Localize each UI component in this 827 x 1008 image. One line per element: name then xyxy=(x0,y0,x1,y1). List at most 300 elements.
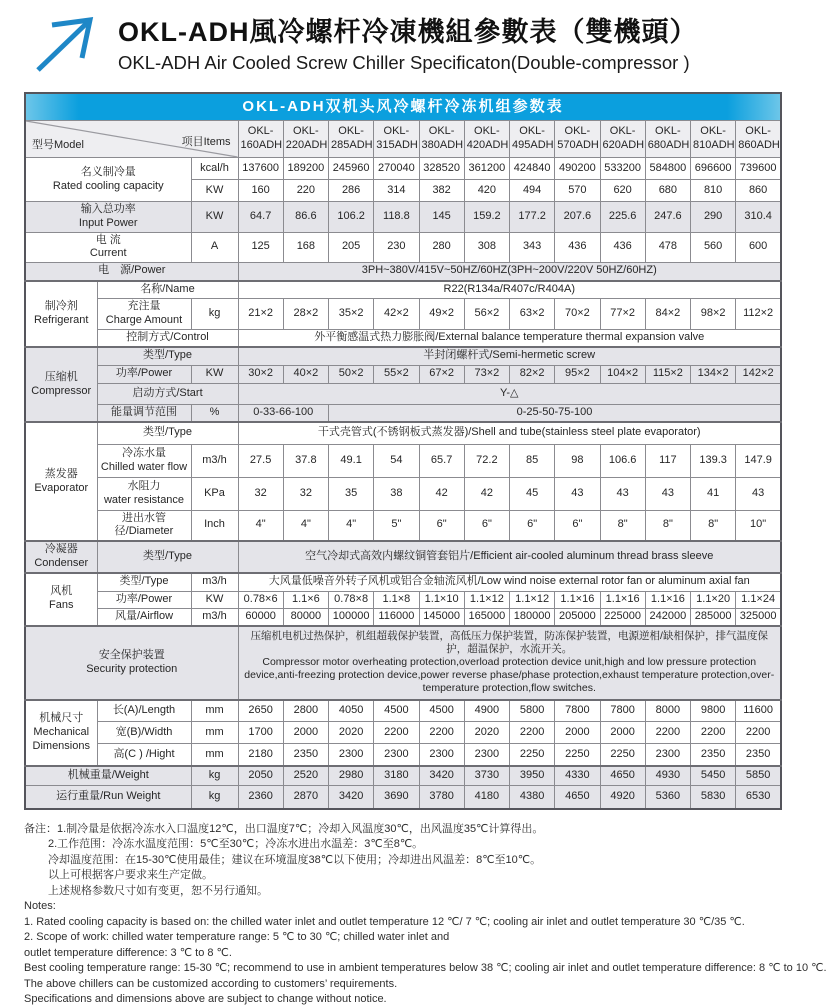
fans-airflow-label: 风量/Airflow xyxy=(97,609,191,626)
evaporator-water-resistance-unit: KPa xyxy=(191,477,238,510)
dimensions-length-label: 长(A)/Length xyxy=(97,700,191,722)
dimensions-height-value: 2250 xyxy=(555,744,600,766)
evaporator-water-resistance-value: 42 xyxy=(464,477,509,510)
dimensions-height-unit: mm xyxy=(191,744,238,766)
dimensions-length-value: 4500 xyxy=(419,700,464,722)
refrigerant-charge-unit: kg xyxy=(191,299,238,330)
table-row xyxy=(25,202,781,233)
evaporator-chilled-water-flow-value: 106.6 xyxy=(600,444,645,477)
rated-cooling-kw-value: 420 xyxy=(464,180,509,202)
evaporator-diameter-value: 6" xyxy=(419,510,464,541)
run-weight-value: 4650 xyxy=(555,786,600,809)
rated-cooling-kw-value: 620 xyxy=(600,180,645,202)
evaporator-chilled-water-flow-value: 117 xyxy=(645,444,690,477)
fans-airflow-value: 60000 xyxy=(238,609,283,626)
refrigerant-charge-value: 42×2 xyxy=(374,299,419,330)
fans-power-label: 功率/Power xyxy=(97,592,191,609)
compressor-start-label: 启动方式/Start xyxy=(97,383,238,404)
current-value: 478 xyxy=(645,232,690,263)
fans-airflow-value: 285000 xyxy=(691,609,736,626)
evaporator-water-resistance-value: 38 xyxy=(374,477,419,510)
dimensions-width-value: 2020 xyxy=(329,722,374,744)
refrigerant-charge-value: 63×2 xyxy=(510,299,555,330)
dimensions-width-value: 2000 xyxy=(555,722,600,744)
fans-power-value: 1.1×16 xyxy=(555,592,600,609)
evaporator-water-resistance-value: 43 xyxy=(555,477,600,510)
run-weight-value: 4180 xyxy=(464,786,509,809)
run-weight-value: 3780 xyxy=(419,786,464,809)
refrigerant-name-group: 制冷剂 Refrigerant xyxy=(25,281,97,348)
fans-airflow-value: 225000 xyxy=(600,609,645,626)
note-line-zh: 冷却温度范围：在15-30℃使用最佳；建议在环境温度38℃以下使用；冷却进出风温差：8℃至10℃。 xyxy=(48,853,542,866)
evaporator-diameter-value: 5" xyxy=(374,510,419,541)
rated-cooling-kcal-value: 424840 xyxy=(510,158,555,180)
current-unit: A xyxy=(191,232,238,263)
evaporator-diameter-value: 4" xyxy=(329,510,374,541)
rated-cooling-kcal-value: 189200 xyxy=(283,158,328,180)
compressor-power-value: 73×2 xyxy=(464,365,509,383)
power-supply-span: 3PH~380V/415V~50HZ/60HZ(3PH~200V/220V 50HZ/60HZ) xyxy=(238,263,781,281)
fans-power-value: 1.1×20 xyxy=(691,592,736,609)
table-row xyxy=(25,281,781,299)
dimensions-length-unit: mm xyxy=(191,700,238,722)
dimensions-length-value: 5800 xyxy=(510,700,555,722)
run-weight-value: 5360 xyxy=(645,786,690,809)
fans-airflow-value: 100000 xyxy=(329,609,374,626)
rated-cooling-kcal-value: 137600 xyxy=(238,158,283,180)
table-row xyxy=(25,573,781,592)
evaporator-type-group: 蒸发器 Evaporator xyxy=(25,422,97,541)
model-header: OKL- 220ADH xyxy=(283,121,328,158)
model-header: OKL- 680ADH xyxy=(645,121,690,158)
rated-cooling-kw-value: 160 xyxy=(238,180,283,202)
evaporator-chilled-water-flow-value: 65.7 xyxy=(419,444,464,477)
rated-cooling-kcal-value: 584800 xyxy=(645,158,690,180)
refrigerant-charge-value: 84×2 xyxy=(645,299,690,330)
evaporator-diameter-value: 4" xyxy=(283,510,328,541)
run-weight-label: 运行重量/Run Weight xyxy=(25,786,191,809)
evaporator-water-resistance-value: 43 xyxy=(600,477,645,510)
dimensions-length-value: 7800 xyxy=(600,700,645,722)
evaporator-diameter-value: 4" xyxy=(238,510,283,541)
compressor-energy-range-span: 0-25-50-75-100 xyxy=(329,404,782,422)
table-row xyxy=(25,477,781,510)
evaporator-diameter-value: 8" xyxy=(600,510,645,541)
table-row xyxy=(25,541,781,573)
rated-cooling-kw-value: 494 xyxy=(510,180,555,202)
compressor-type-group: 压缩机 Compressor xyxy=(25,347,97,422)
current-value: 230 xyxy=(374,232,419,263)
rated-cooling-kcal-value: 270040 xyxy=(374,158,419,180)
compressor-type-span: 半封闭螺杆式/Semi-hermetic screw xyxy=(238,347,781,365)
fans-airflow-value: 116000 xyxy=(374,609,419,626)
security-protection-label: 安全保护装置 Security protection xyxy=(25,626,238,700)
fans-airflow-unit: m3/h xyxy=(191,609,238,626)
refrigerant-name-span: R22(R134a/R407c/R404A) xyxy=(238,281,781,299)
table-row xyxy=(25,232,781,263)
refrigerant-name-label: 名称/Name xyxy=(97,281,238,299)
table-row xyxy=(25,158,781,180)
input-power-value: 310.4 xyxy=(736,202,781,233)
page-title: OKL-ADH風冷螺杆冷凍機組參數表（雙機頭） xyxy=(118,17,698,47)
evaporator-diameter-value: 6" xyxy=(555,510,600,541)
dimensions-width-value: 2200 xyxy=(419,722,464,744)
model-header: OKL- 860ADH xyxy=(736,121,781,158)
fans-power-value: 0.78×8 xyxy=(329,592,374,609)
machine-weight-label: 机械重量/Weight xyxy=(25,766,191,786)
input-power-value: 247.6 xyxy=(645,202,690,233)
current-value: 560 xyxy=(691,232,736,263)
evaporator-diameter-unit: Inch xyxy=(191,510,238,541)
dimensions-height-value: 2250 xyxy=(600,744,645,766)
table-row xyxy=(25,592,781,609)
input-power-label: 输入总功率 Input Power xyxy=(25,202,191,233)
machine-weight-value: 2520 xyxy=(283,766,328,786)
current-value: 280 xyxy=(419,232,464,263)
evaporator-chilled-water-flow-value: 54 xyxy=(374,444,419,477)
current-value: 308 xyxy=(464,232,509,263)
evaporator-chilled-water-flow-value: 98 xyxy=(555,444,600,477)
rated-cooling-kw-value: 382 xyxy=(419,180,464,202)
model-header: OKL- 380ADH xyxy=(419,121,464,158)
evaporator-diameter-value: 8" xyxy=(645,510,690,541)
input-power-value: 64.7 xyxy=(238,202,283,233)
fans-type-span: 大风量低噪音外转子风机或铝合金轴流风机/Low wind noise external rotor fan or aluminum axial fan xyxy=(238,573,781,592)
dimensions-height-value: 2300 xyxy=(374,744,419,766)
input-power-value: 290 xyxy=(691,202,736,233)
fans-type-group: 风机 Fans xyxy=(25,573,97,626)
fans-airflow-value: 165000 xyxy=(464,609,509,626)
rated-cooling-kw-value: 314 xyxy=(374,180,419,202)
compressor-start-span: Y-△ xyxy=(238,383,781,404)
evaporator-chilled-water-flow-value: 139.3 xyxy=(691,444,736,477)
table-row xyxy=(25,609,781,626)
current-value: 343 xyxy=(510,232,555,263)
dimensions-width-value: 2200 xyxy=(510,722,555,744)
dimensions-height-value: 2250 xyxy=(510,744,555,766)
rated-cooling-kcal-value: 490200 xyxy=(555,158,600,180)
table-row xyxy=(25,347,781,365)
fans-power-value: 1.1×24 xyxy=(736,592,781,609)
dimensions-height-value: 2180 xyxy=(238,744,283,766)
machine-weight-value: 3730 xyxy=(464,766,509,786)
refrigerant-control-span: 外平衡感温式热力膨胀阀/External balance temperature thermal expansion valve xyxy=(238,329,781,347)
compressor-power-value: 67×2 xyxy=(419,365,464,383)
refrigerant-charge-value: 28×2 xyxy=(283,299,328,330)
note-line-zh: 2.工作范围：冷冻水温度范围：5℃至30℃；冷冻水进出水温差：3℃至8℃。 xyxy=(48,838,424,851)
note-line-en: 1. Rated cooling capacity is based on: the chilled water inlet and outlet temperature 12 ℃/ 7 ℃; cooling air inlet and outlet temperature 30 ℃/35 ℃. xyxy=(24,915,745,928)
dimensions-width-value: 2200 xyxy=(691,722,736,744)
fans-power-value: 1.1×12 xyxy=(464,592,509,609)
evaporator-chilled-water-flow-value: 37.8 xyxy=(283,444,328,477)
page-header xyxy=(0,0,790,92)
table-row xyxy=(25,786,781,809)
evaporator-water-resistance-value: 32 xyxy=(238,477,283,510)
table-row xyxy=(25,365,781,383)
input-power-value: 145 xyxy=(419,202,464,233)
machine-weight-value: 5850 xyxy=(736,766,781,786)
fans-power-value: 1.1×10 xyxy=(419,592,464,609)
run-weight-value: 6530 xyxy=(736,786,781,809)
input-power-value: 106.2 xyxy=(329,202,374,233)
run-weight-value: 4380 xyxy=(510,786,555,809)
evaporator-chilled-water-flow-unit: m3/h xyxy=(191,444,238,477)
model-header: OKL- 620ADH xyxy=(600,121,645,158)
note-line-zh: 以上可根据客户要求来生产定做。 xyxy=(48,869,213,882)
table-row xyxy=(25,383,781,404)
input-power-unit: KW xyxy=(191,202,238,233)
evaporator-water-resistance-value: 35 xyxy=(329,477,374,510)
fans-airflow-value: 80000 xyxy=(283,609,328,626)
dimensions-width-value: 2000 xyxy=(600,722,645,744)
model-header: OKL- 570ADH xyxy=(555,121,600,158)
machine-weight-value: 3950 xyxy=(510,766,555,786)
current-value: 168 xyxy=(283,232,328,263)
dimensions-length-group: 机械尺寸 Mechanical Dimensions xyxy=(25,700,97,766)
evaporator-diameter-value: 10" xyxy=(736,510,781,541)
machine-weight-value: 4330 xyxy=(555,766,600,786)
refrigerant-charge-value: 112×2 xyxy=(736,299,781,330)
dimensions-width-value: 2200 xyxy=(736,722,781,744)
dimensions-height-value: 2300 xyxy=(645,744,690,766)
note-line-en: outlet temperature difference: 3 ℃ to 8 ℃. xyxy=(24,946,232,959)
compressor-power-unit: KW xyxy=(191,365,238,383)
current-value: 205 xyxy=(329,232,374,263)
table-row xyxy=(25,700,781,722)
fans-power-value: 0.78×6 xyxy=(238,592,283,609)
compressor-power-value: 40×2 xyxy=(283,365,328,383)
dimensions-height-value: 2350 xyxy=(283,744,328,766)
note-line-en: The above chillers can be customized according to customers’ requirements. xyxy=(24,977,398,990)
fans-power-value: 1.1×6 xyxy=(283,592,328,609)
dimensions-width-unit: mm xyxy=(191,722,238,744)
model-header: OKL- 315ADH xyxy=(374,121,419,158)
evaporator-chilled-water-flow-value: 85 xyxy=(510,444,555,477)
fans-airflow-value: 325000 xyxy=(736,609,781,626)
run-weight-value: 3690 xyxy=(374,786,419,809)
rated-cooling-kcal-value: 739600 xyxy=(736,158,781,180)
dimensions-width-value: 2200 xyxy=(645,722,690,744)
notes-english xyxy=(24,899,827,1008)
table-row xyxy=(25,444,781,477)
note-line-en: Notes: xyxy=(24,900,56,913)
input-power-value: 159.2 xyxy=(464,202,509,233)
compressor-power-value: 115×2 xyxy=(645,365,690,383)
dimensions-length-value: 8000 xyxy=(645,700,690,722)
dimensions-height-value: 2350 xyxy=(736,744,781,766)
machine-weight-unit: kg xyxy=(191,766,238,786)
fans-type-unit: m3/h xyxy=(191,573,238,592)
corner-items-label: 项目Items xyxy=(181,136,231,149)
compressor-power-value: 134×2 xyxy=(691,365,736,383)
corner-model-label: 型号Model xyxy=(32,139,84,152)
evaporator-diameter-value: 6" xyxy=(510,510,555,541)
refrigerant-charge-label: 充注量 Charge Amount xyxy=(97,299,191,330)
condenser-type-group: 冷凝器 Condenser xyxy=(25,541,97,573)
rated-cooling-kw-value: 810 xyxy=(691,180,736,202)
current-value: 436 xyxy=(600,232,645,263)
current-value: 125 xyxy=(238,232,283,263)
notes-chinese xyxy=(24,822,774,900)
evaporator-type-label: 类型/Type xyxy=(97,422,238,444)
dimensions-height-value: 2300 xyxy=(329,744,374,766)
arrow-logo-icon xyxy=(30,12,104,76)
dimensions-height-value: 2300 xyxy=(464,744,509,766)
spec-table xyxy=(24,92,782,810)
evaporator-water-resistance-value: 42 xyxy=(419,477,464,510)
refrigerant-charge-value: 77×2 xyxy=(600,299,645,330)
run-weight-value: 2870 xyxy=(283,786,328,809)
rated-cooling-kcal-label: 名义制冷量 Rated cooling capacity xyxy=(25,158,191,202)
refrigerant-charge-value: 49×2 xyxy=(419,299,464,330)
evaporator-chilled-water-flow-label: 冷冻水量 Chilled water flow xyxy=(97,444,191,477)
table-row xyxy=(25,299,781,330)
fans-power-value: 1.1×16 xyxy=(600,592,645,609)
rated-cooling-kw-value: 860 xyxy=(736,180,781,202)
fans-power-value: 1.1×16 xyxy=(645,592,690,609)
note-line-zh: 备注：1.制冷量是依据冷冻水入口温度12℃，出口温度7℃；冷却入风温度30℃，出风温度35℃计算得出。 xyxy=(24,822,544,835)
evaporator-diameter-label: 进出水管径/Diameter xyxy=(97,510,191,541)
evaporator-water-resistance-value: 43 xyxy=(645,477,690,510)
machine-weight-value: 5450 xyxy=(691,766,736,786)
rated-cooling-kw-value: 680 xyxy=(645,180,690,202)
refrigerant-charge-value: 98×2 xyxy=(691,299,736,330)
compressor-power-value: 142×2 xyxy=(736,365,781,383)
note-line-en: Best cooling temperature range: 15-30 ℃; recommend to use in ambient temperatures below 38 ℃; cooling air inlet and outlet temperature difference: 8 ℃ to 10 ℃. xyxy=(24,962,827,975)
condenser-type-label: 类型/Type xyxy=(97,541,238,573)
dimensions-height-label: 高(C ) /Hight xyxy=(97,744,191,766)
evaporator-water-resistance-value: 43 xyxy=(736,477,781,510)
rated-cooling-kcal-value: 361200 xyxy=(464,158,509,180)
table-row xyxy=(25,744,781,766)
dimensions-width-value: 2000 xyxy=(283,722,328,744)
fans-power-value: 1.1×12 xyxy=(510,592,555,609)
rated-cooling-kcal-unit: kcal/h xyxy=(191,158,238,180)
rated-cooling-kcal-value: 696600 xyxy=(691,158,736,180)
condenser-type-span: 空气冷却式高效内螺纹铜管套铝片/Efficient air-cooled aluminum thread brass sleeve xyxy=(238,541,781,573)
evaporator-water-resistance-value: 45 xyxy=(510,477,555,510)
input-power-value: 207.6 xyxy=(555,202,600,233)
model-header: OKL- 495ADH xyxy=(510,121,555,158)
current-label: 电 流 Current xyxy=(25,232,191,263)
corner-cell xyxy=(25,121,238,158)
compressor-power-value: 30×2 xyxy=(238,365,283,383)
fans-type-label: 类型/Type xyxy=(97,573,191,592)
dimensions-length-value: 4500 xyxy=(374,700,419,722)
notes-section xyxy=(24,822,827,1008)
evaporator-water-resistance-value: 32 xyxy=(283,477,328,510)
run-weight-value: 2360 xyxy=(238,786,283,809)
note-line-en: 2. Scope of work: chilled water temperature range: 5 ℃ to 30 ℃; chilled water inlet and xyxy=(24,931,450,944)
dimensions-height-value: 2300 xyxy=(419,744,464,766)
power-supply-label: 电 源/Power xyxy=(25,263,238,281)
compressor-energy-range-label: 能量调节范围 xyxy=(97,404,191,422)
fans-power-value: 1.1×8 xyxy=(374,592,419,609)
table-row xyxy=(25,404,781,422)
table-caption: OKL-ADH双机头风冷螺杆冷冻机组参数表 xyxy=(25,93,781,121)
compressor-type-label: 类型/Type xyxy=(97,347,238,365)
dimensions-length-value: 2650 xyxy=(238,700,283,722)
fans-airflow-value: 145000 xyxy=(419,609,464,626)
run-weight-unit: kg xyxy=(191,786,238,809)
refrigerant-charge-value: 35×2 xyxy=(329,299,374,330)
dimensions-width-value: 2020 xyxy=(464,722,509,744)
table-row xyxy=(25,263,781,281)
table-row xyxy=(25,510,781,541)
dimensions-length-value: 11600 xyxy=(736,700,781,722)
security-protection-text: 压缩机电机过热保护，机组超载保护装置，高低压力保护装置，防冻保护装置，电源逆相/缺相保护，排气温度保护，超温保护，水流开关。 Compressor motor overheating protection,overload protection device unit,high and low pressure protection device,anti-freezing protection device,power reverse phase/phase protection,exhaust temperature protection,over-temperature protection,flow switches. xyxy=(238,626,781,700)
compressor-power-value: 50×2 xyxy=(329,365,374,383)
note-line-en: Specifications and dimensions above are subject to change without notice. xyxy=(24,993,387,1006)
machine-weight-value: 4930 xyxy=(645,766,690,786)
compressor-power-label: 功率/Power xyxy=(97,365,191,383)
run-weight-value: 5830 xyxy=(691,786,736,809)
evaporator-diameter-value: 8" xyxy=(691,510,736,541)
machine-weight-value: 3180 xyxy=(374,766,419,786)
fans-airflow-value: 180000 xyxy=(510,609,555,626)
dimensions-width-value: 2200 xyxy=(374,722,419,744)
run-weight-value: 4920 xyxy=(600,786,645,809)
model-header: OKL- 420ADH xyxy=(464,121,509,158)
fans-airflow-value: 205000 xyxy=(555,609,600,626)
dimensions-length-value: 7800 xyxy=(555,700,600,722)
compressor-energy-range-span: 0-33-66-100 xyxy=(238,404,329,422)
dimensions-width-value: 1700 xyxy=(238,722,283,744)
machine-weight-value: 3420 xyxy=(419,766,464,786)
evaporator-diameter-value: 6" xyxy=(464,510,509,541)
rated-cooling-kw-unit: KW xyxy=(191,180,238,202)
machine-weight-value: 2980 xyxy=(329,766,374,786)
evaporator-chilled-water-flow-value: 49.1 xyxy=(329,444,374,477)
table-row xyxy=(25,766,781,786)
rated-cooling-kw-value: 220 xyxy=(283,180,328,202)
current-value: 600 xyxy=(736,232,781,263)
model-header: OKL- 810ADH xyxy=(691,121,736,158)
refrigerant-control-label: 控制方式/Control xyxy=(97,329,238,347)
fans-airflow-value: 242000 xyxy=(645,609,690,626)
dimensions-length-value: 9800 xyxy=(691,700,736,722)
dimensions-length-value: 4900 xyxy=(464,700,509,722)
machine-weight-value: 2050 xyxy=(238,766,283,786)
input-power-value: 177.2 xyxy=(510,202,555,233)
evaporator-chilled-water-flow-value: 72.2 xyxy=(464,444,509,477)
table-row xyxy=(25,422,781,444)
dimensions-width-label: 宽(B)/Width xyxy=(97,722,191,744)
refrigerant-charge-value: 56×2 xyxy=(464,299,509,330)
evaporator-chilled-water-flow-value: 147.9 xyxy=(736,444,781,477)
rated-cooling-kcal-value: 328520 xyxy=(419,158,464,180)
evaporator-chilled-water-flow-value: 27.5 xyxy=(238,444,283,477)
input-power-value: 86.6 xyxy=(283,202,328,233)
dimensions-height-value: 2350 xyxy=(691,744,736,766)
rated-cooling-kcal-value: 533200 xyxy=(600,158,645,180)
rated-cooling-kcal-value: 245960 xyxy=(329,158,374,180)
refrigerant-charge-value: 21×2 xyxy=(238,299,283,330)
compressor-power-value: 82×2 xyxy=(510,365,555,383)
dimensions-length-value: 4050 xyxy=(329,700,374,722)
run-weight-value: 3420 xyxy=(329,786,374,809)
compressor-power-value: 95×2 xyxy=(555,365,600,383)
compressor-power-value: 104×2 xyxy=(600,365,645,383)
compressor-power-value: 55×2 xyxy=(374,365,419,383)
rated-cooling-kw-value: 286 xyxy=(329,180,374,202)
dimensions-length-value: 2800 xyxy=(283,700,328,722)
table-row xyxy=(25,626,781,700)
evaporator-type-span: 干式壳管式(不锈钢板式蒸发器)/Shell and tube(stainless steel plate evaporator) xyxy=(238,422,781,444)
machine-weight-value: 4650 xyxy=(600,766,645,786)
input-power-value: 225.6 xyxy=(600,202,645,233)
model-header: OKL- 160ADH xyxy=(238,121,283,158)
